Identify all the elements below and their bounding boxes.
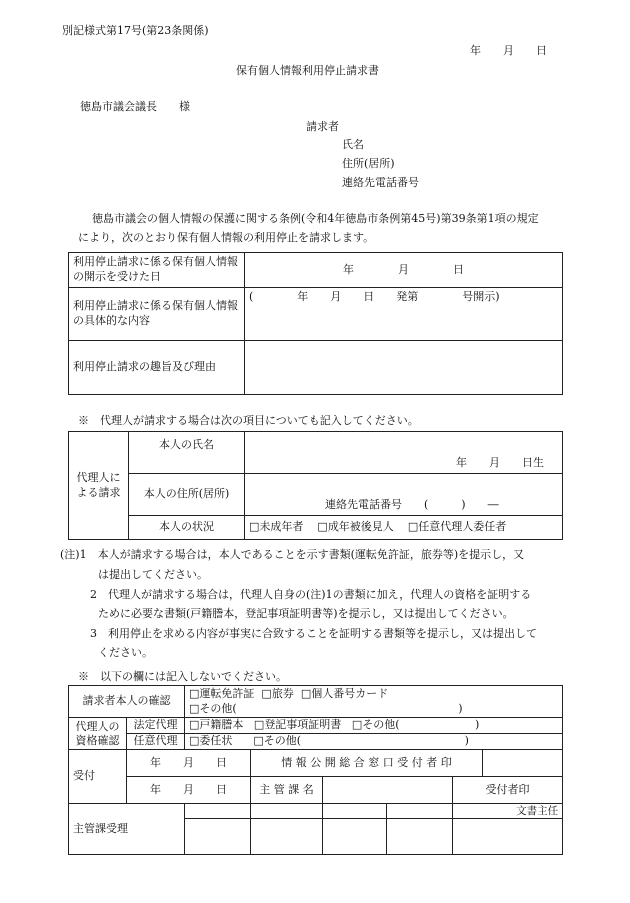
main-dept-cell-4 [387, 804, 453, 819]
agent-note: ※ 代理人が請求する場合は次の項目についても記入してください。 [78, 414, 419, 427]
intro-line-1: 徳島市議会の個人情報の保護に関する条例(令和4年徳島市条例第45号)第39条第1項の規定 [92, 212, 539, 225]
note-2-line-1: 2 代理人が請求する場合は，代理人自身の(注)1の書類に加え，代理人の資格を証明する [90, 588, 532, 601]
registry-checkbox[interactable]: □ 登記事項証明書 [254, 718, 341, 731]
main-dept-cell-3 [323, 804, 387, 819]
self-check-options: □ 運転免許証 □ 旅券 □ 個人番号カード □ その他( ) [185, 686, 563, 718]
main-dept-receipt-label: 主管課受理 [69, 804, 185, 855]
principal-address-label: 本人の住所(居所) [129, 474, 245, 516]
legal-agent-options: □ 戸籍謄本 □ 登記事項証明書 □ その他( ) [185, 718, 563, 734]
reason-field[interactable] [245, 341, 563, 395]
requester-phone-label: 連絡先電話番号 [342, 176, 419, 189]
dept-receipt-date: 年 月 日 [127, 777, 251, 804]
license-checkbox[interactable]: □ 運転免許証 [189, 687, 254, 700]
requester-heading: 請求者 [306, 120, 339, 133]
principal-name-label: 本人の氏名 [129, 432, 245, 474]
note-2-line-2: ために必要な書類(戸籍謄本，登記事項証明書等)を提示し，又は提出してください。 [98, 607, 514, 620]
principal-status-options [245, 516, 563, 540]
addressee: 徳島市議会議長 様 [80, 100, 190, 113]
content-label: 利用停止請求に係る保有個人情報の具体的な内容 [69, 288, 245, 341]
principal-birth-field[interactable]: 年 月 日生 [245, 432, 563, 474]
requester-address-label: 住所(居所) [342, 157, 395, 170]
legal-agent-label: 法定代理 [127, 718, 185, 734]
agent-table [68, 431, 563, 540]
note-1-line-2: は提出してください。 [98, 568, 208, 581]
self-check-label: 請求者本人の確認 [69, 686, 185, 718]
voluntary-agent-label: 任意代理 [127, 734, 185, 750]
voluntary-other-checkbox[interactable]: □ その他( [253, 734, 301, 747]
office-note: ※ 以下の欄には記入しないでください。 [78, 670, 287, 683]
principal-address-field[interactable]: 連絡先電話番号 ( ) ― [245, 474, 563, 516]
legal-other-checkbox[interactable]: □ その他( [352, 718, 400, 731]
dept-name-field [323, 777, 453, 804]
main-dept-cell-8 [387, 819, 453, 855]
window-receipt-date: 年 月 日 [127, 750, 251, 777]
koseki-checkbox[interactable]: □ 戸籍謄本 [189, 718, 243, 731]
doc-chief-label: 文書主任 [453, 804, 563, 819]
status-ward-checkbox[interactable]: □ 成年被後見人 [317, 520, 393, 533]
form-title: 保有個人情報利用停止請求書 [236, 64, 379, 77]
date-line: 年 月 日 [470, 44, 547, 57]
proxy-checkbox[interactable]: □ 委任状 [189, 734, 232, 747]
intro-line-2: により，次のとおり保有個人情報の利用停止を請求します。 [78, 231, 375, 244]
status-minor-checkbox[interactable]: □ 未成年者 [249, 520, 303, 533]
content-field[interactable]: ( 年 月 日 発第 号開示) [245, 288, 563, 341]
window-officer-seal [483, 750, 563, 777]
agent-group-label: 代理人による請求 [69, 432, 129, 540]
status-principal-checkbox[interactable]: □ 任意代理人委任者 [408, 520, 506, 533]
main-dept-cell-5 [185, 819, 251, 855]
window-officer-label: 情 報 公 開 総 合 窓 口 受 付 者 印 [251, 750, 483, 777]
main-dept-cell-1 [185, 804, 251, 819]
reason-label: 利用停止請求の趣旨及び理由 [69, 341, 245, 395]
agent-check-label: 代理人の資格確認 [69, 718, 127, 750]
opened-date-field[interactable]: 年 月 日 [245, 253, 563, 288]
mynumber-checkbox[interactable]: □ 個人番号カード [301, 687, 388, 700]
passport-checkbox[interactable]: □ 旅券 [261, 687, 293, 700]
doc-chief-seal [453, 819, 563, 855]
principal-status-label: 本人の状況 [129, 516, 245, 540]
main-dept-cell-6 [251, 819, 323, 855]
voluntary-agent-options: □ 委任状 □ その他( ) [185, 734, 563, 750]
main-dept-cell-2 [251, 804, 323, 819]
note-3-line-2: ください。 [98, 646, 153, 659]
self-other-checkbox[interactable]: □ その他( [189, 702, 237, 715]
office-table [68, 685, 563, 855]
dept-name-label: 主 管 課 名 [251, 777, 323, 804]
main-dept-cell-7 [323, 819, 387, 855]
receiver-seal-label: 受付者印 [453, 777, 563, 804]
note-1-line-1: (注)1 本人が請求する場合は，本人であることを示す書類(運転免許証，旅券等)を提示し，又 [60, 548, 525, 561]
form-id: 別記様式第17号(第23条関係) [62, 24, 209, 37]
receipt-label: 受付 [69, 750, 127, 804]
opened-date-label: 利用停止請求に係る保有個人情報の開示を受けた日 [69, 253, 245, 288]
requester-name-label: 氏名 [342, 138, 364, 151]
note-3-line-1: 3 利用停止を求める内容が事実に合致することを証明する書類等を提示し，又は提出して [90, 627, 537, 640]
main-table [68, 252, 563, 395]
